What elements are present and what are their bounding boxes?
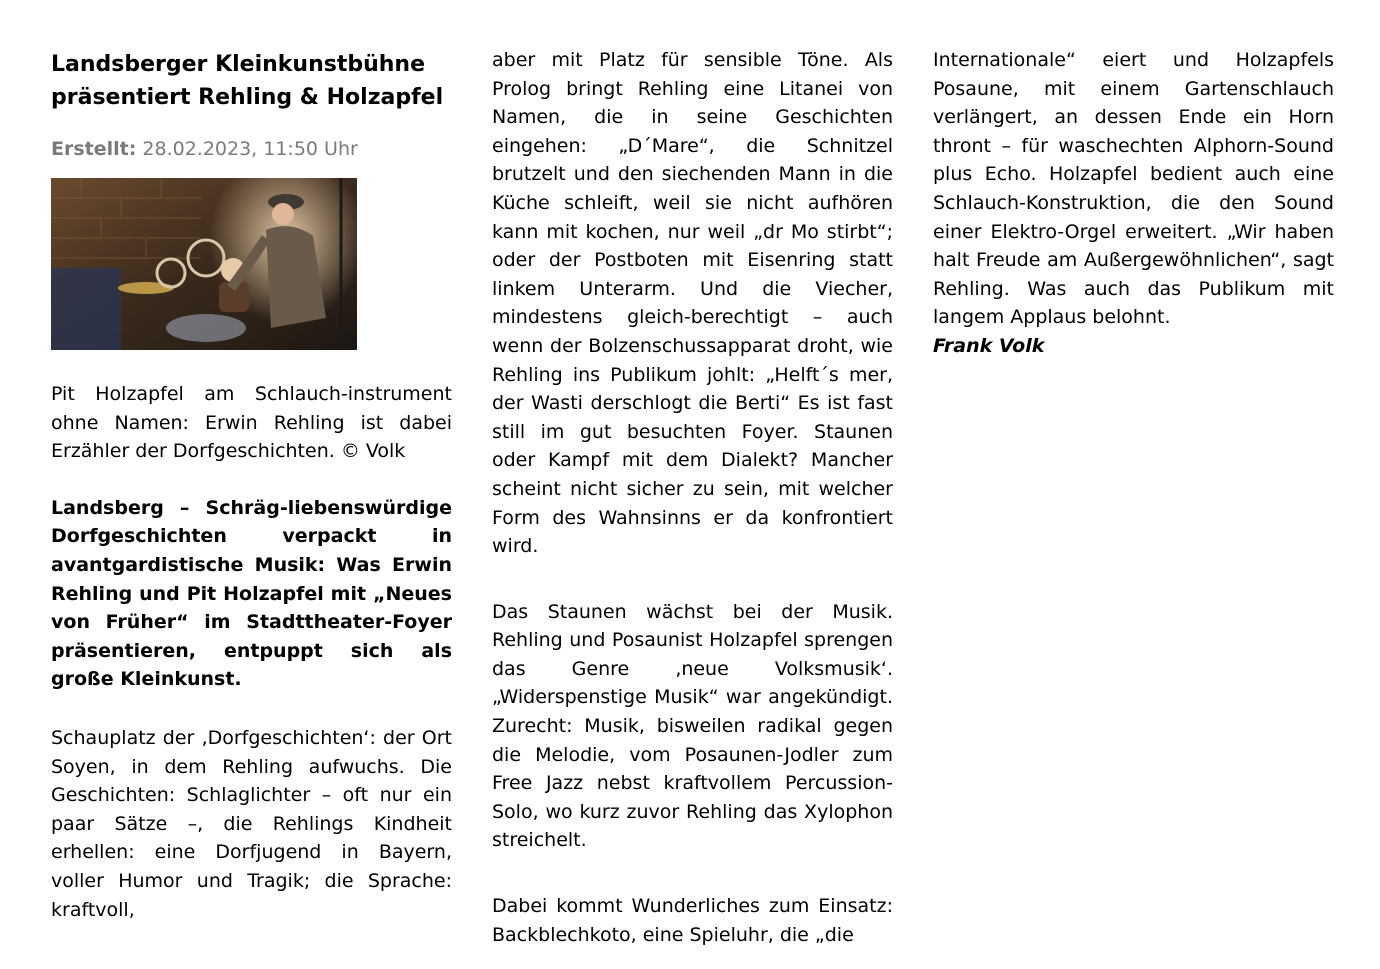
column-3 <box>933 46 1334 361</box>
article-photo <box>51 178 357 350</box>
article-title: Landsberger Kleinkunstbühne präsentiert Rehling & Holzapfel <box>51 52 444 110</box>
column-2 <box>492 46 893 949</box>
article-paragraph-1-part-1: Schauplatz der ‚Dorfgeschichten‘: der Ort Soyen, in dem Rehling aufwuchs. Die Geschichten: Schlaglichter – oft nur ein paar Sätze –, die Rehlings Kindheit erhellen: eine Dorfjugend in Bayern, voller Humor und Tragik; die Sprache: kraftvoll, <box>51 726 452 921</box>
photo-caption: Pit Holzapfel am Schlauch-instrument ohne Namen: Erwin Rehling ist dabei Erzähler der Dorfgeschichten. © Volk <box>51 383 452 463</box>
article-meta <box>51 136 452 162</box>
article-paragraph-1-part-2: aber mit Platz für sensible Töne. Als Prolog bringt Rehling eine Litanei von Namen, die in seine Geschichten eingehen: „D´Mare“, die Schnitzel brutzelt und den siechenden Mann in die Küche schleift, weil sie nicht aufhören kann mit kochen, nur weil „dr Mo stirbt“; oder der Postboten mit Eisenring statt linkem Unterarm. Und die Viecher, mindestens gleich-berechtigt – auch wenn der Bolzenschussapparat droht, wie Rehling ins Publikum johlt: „Helft´s mer, der Wasti derschlogt die Berti“ Es ist fast still im gut besuchten Foyer. Staunen oder Kampf mit dem Dialekt? Mancher scheint nicht sicher zu sein, mit welcher Form des Wahnsinns er da konfrontiert wird. <box>492 49 893 558</box>
article-author: Frank Volk <box>933 334 1045 357</box>
article-paragraph-2: Das Staunen wächst bei der Musik. Rehling und Posaunist Holzapfel sprengen das Genre ‚neue Volksmusik‘. „Widerspenstige Musik“ war angekündigt. Zurecht: Musik, bisweilen radikal gegen die Melodie, vom Posaunen-Jodler zum Free Jazz nebst kraftvollem Percussion-Solo, wo kurz zuvor Rehling das Xylophon streichelt. <box>492 600 893 852</box>
concert-photo-icon <box>51 178 357 350</box>
article-lead: Landsberg – Schräg-liebenswürdige Dorfgeschichten verpackt in avantgardistische Musik: Was Erwin Rehling und Pit Holzapfel mit „Neues von Früher“ im Stadttheater-Foyer präsentieren, entpuppt sich als große Kleinkunst. <box>51 496 452 691</box>
article-paragraph-3-part-1: Dabei kommt Wunderliches zum Einsatz: Backblechkoto, eine Spieluhr, die „die <box>492 895 893 946</box>
column-1 <box>51 46 452 924</box>
article-paragraph-3-part-2: Internationale“ eiert und Holzapfels Posaune, mit einem Gartenschlauch verlängert, an dessen Ende ein Horn thront – für waschechten Alphorn-Sound plus Echo. Holzapfel bedient auch eine Schlauch-Konstruktion, die den Sound einer Elektro-Orgel erweitert. „Wir haben halt Freude am Außergewöhnlichen“, sagt Rehling. Was auch das Publikum mit langem Applaus belohnt. <box>933 49 1334 329</box>
meta-label: Erstellt: <box>51 138 137 160</box>
meta-date: 28.02.2023, 11:50 Uhr <box>142 138 358 160</box>
